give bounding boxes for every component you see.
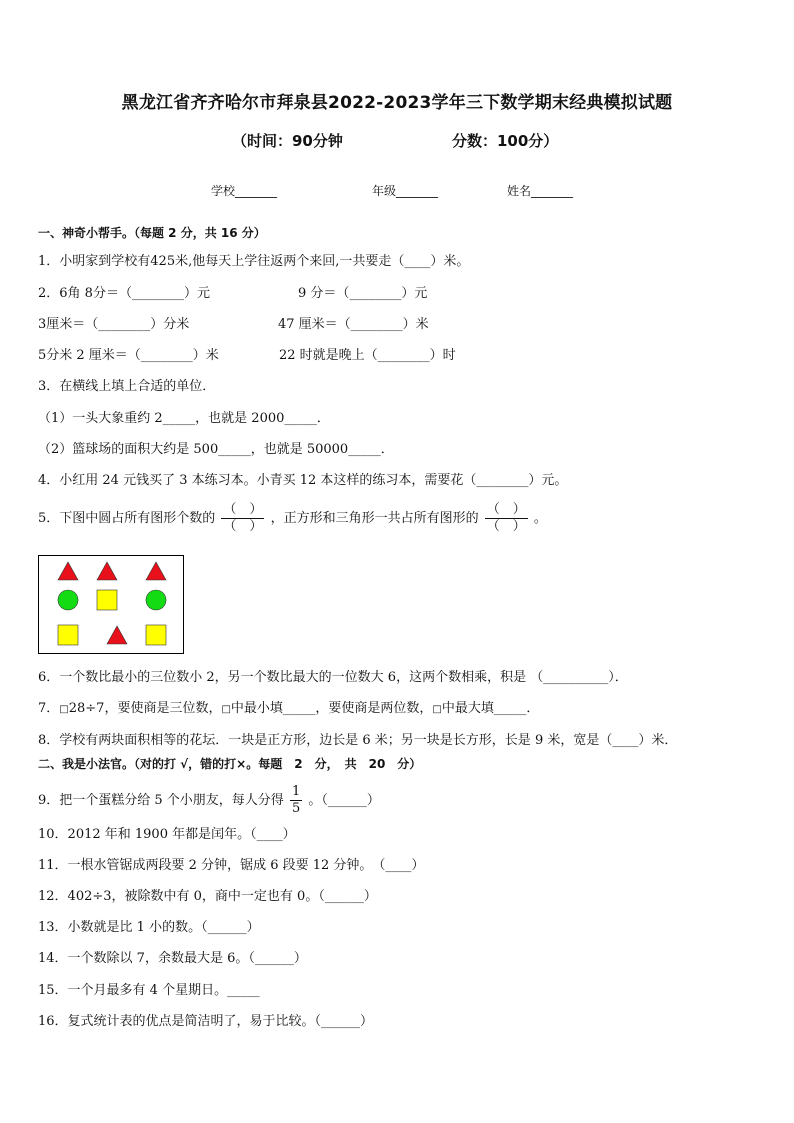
question-9-text-a: 9．把一个蛋糕分给 5 个小朋友，每人分得 xyxy=(38,793,284,808)
question-4: 4．小红用 24 元钱买了 3 本练习本。小青买 12 本这样的练习本，需要花（________）元。 xyxy=(38,473,568,488)
shapes-svg xyxy=(39,556,183,653)
section1-heading: 一、神奇小帮手。（每题 2 分，共 16 分） xyxy=(38,226,266,240)
question-3-2: （2）篮球场的面积大约是 500_____，也就是 50000_____． xyxy=(38,442,394,457)
question-7-text-d: 中最大填_____． xyxy=(441,701,540,716)
question-14: 14．一个数除以 7，余数最大是 6。（______） xyxy=(38,951,307,966)
name-field[interactable]: 姓名_______ xyxy=(507,184,574,198)
fraction-numerator: 1 xyxy=(291,784,301,799)
section2-heading: 二、我是小法官。（对的打 √，错的打×。每题 2 分， 共 20 分） xyxy=(38,757,422,771)
question-2e: 5分米 2 厘米＝（________）米 xyxy=(38,348,219,363)
exam-score: 分数：100分） xyxy=(452,132,559,150)
question-9 xyxy=(38,784,380,817)
fraction-one-fifth xyxy=(290,784,302,817)
question-2f: 22 时就是晚上（________）时 xyxy=(279,348,456,363)
fraction-blank-1-numerator: （ ） xyxy=(223,502,263,517)
question-9-text-b: 。（______） xyxy=(308,793,380,808)
question-2d: 47 厘米＝（________）米 xyxy=(278,317,429,332)
question-12: 12．402÷3，被除数中有 0，商中一定也有 0。（______） xyxy=(38,889,377,904)
circle-shape xyxy=(58,590,78,610)
question-16: 16．复式统计表的优点是简洁明了，易于比较。（______） xyxy=(38,1014,374,1029)
question-8: 8．学校有两块面积相等的花坛．一块是正方形，边长是 6 米；另一块是长方形，长是 9 米，宽是（____）米． xyxy=(38,733,678,748)
triangle-shape xyxy=(146,562,166,580)
blank-box-icon: □ xyxy=(221,704,231,715)
question-6: 6．一个数比最小的三位数小 2，另一个数比最大的一位数大 6，这两个数相乘，积是 （__________）． xyxy=(38,670,628,685)
question-15: 15．一个月最多有 4 个星期日。_____ xyxy=(38,983,260,998)
triangle-shape xyxy=(107,626,127,644)
school-field[interactable]: 学校_______ xyxy=(211,184,278,198)
exam-time: （时间：90分钟 xyxy=(232,132,343,150)
grade-field[interactable]: 年级_______ xyxy=(372,184,439,198)
question-7-number: 7． xyxy=(38,701,60,716)
question-3-1: （1）一头大象重约 2_____，也就是 2000_____． xyxy=(38,411,330,426)
square-shape xyxy=(97,590,117,610)
question-5 xyxy=(38,502,547,535)
question-11: 11．一根水管锯成两段要 2 分钟，锯成 6 段要 12 分钟。 （____） xyxy=(38,858,425,873)
shapes-figure xyxy=(38,555,184,654)
fraction-blank-2-numerator: （ ） xyxy=(486,502,526,517)
question-7-text-b: 28÷7，要使商是三位数， xyxy=(68,701,222,716)
fraction-blank-2[interactable] xyxy=(485,502,528,535)
fraction-denominator: 5 xyxy=(291,801,301,816)
square-shape xyxy=(146,625,166,645)
question-5-text-a: 5．下图中圆占所有图形个数的 xyxy=(38,511,216,526)
square-shape xyxy=(58,625,78,645)
question-7 xyxy=(38,697,539,716)
question-2c: 3厘米＝（________）分米 xyxy=(38,317,190,332)
question-5-text-c: 。 xyxy=(533,511,547,526)
blank-box-icon: □ xyxy=(59,704,69,715)
question-3: 3．在横线上填上合适的单位． xyxy=(38,379,216,394)
fraction-blank-2-denominator: （ ） xyxy=(486,519,526,534)
question-5-text-b: ，正方形和三角形一共占所有图形的 xyxy=(270,511,479,526)
question-1: 1．小明家到学校有425米,他每天上学往返两个来回,一共要走（____）米。 xyxy=(38,254,470,269)
question-10: 10．2012 年和 1900 年都是闰年。（____） xyxy=(38,827,296,842)
triangle-shape xyxy=(97,562,117,580)
fraction-blank-1[interactable] xyxy=(221,502,264,535)
question-2a: 2．6角 8分＝（________）元 xyxy=(38,286,210,301)
fraction-blank-1-denominator: （ ） xyxy=(223,519,263,534)
blank-box-icon: □ xyxy=(432,704,442,715)
circle-shape xyxy=(146,590,166,610)
question-13: 13．小数就是比 1 小的数。（______） xyxy=(38,920,260,935)
triangle-shape xyxy=(58,562,78,580)
question-7-text-c: 中最小填_____，要使商是两位数， xyxy=(230,701,433,716)
question-2b: 9 分＝（________）元 xyxy=(298,286,428,301)
exam-title: 黑龙江省齐齐哈尔市拜泉县2022-2023学年三下数学期末经典模拟试题 xyxy=(121,93,673,113)
